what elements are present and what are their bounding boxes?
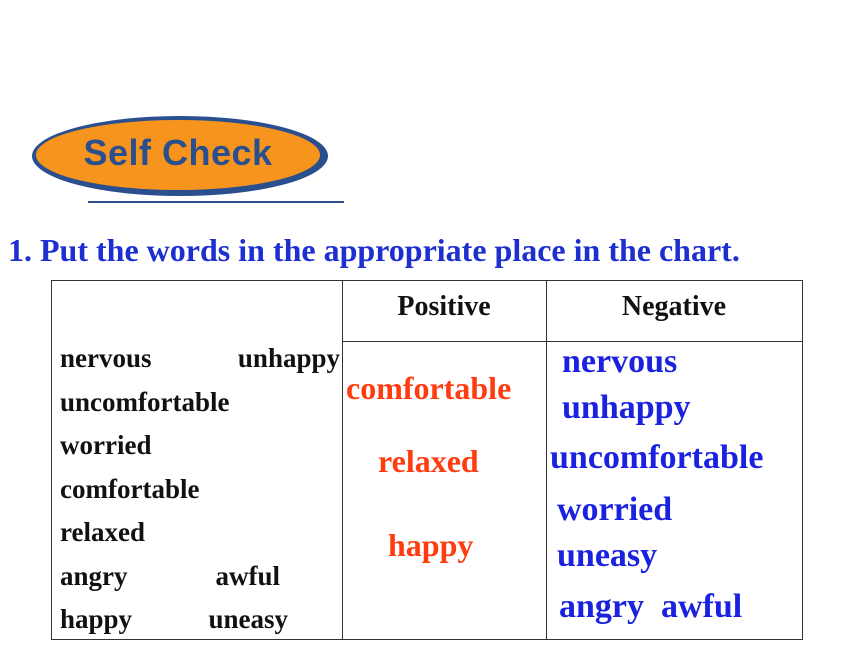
word-row bbox=[60, 424, 340, 468]
word-row bbox=[60, 598, 288, 642]
word-row bbox=[60, 511, 340, 555]
word-item: unhappy bbox=[237, 343, 340, 373]
negative-answer: uncomfortable bbox=[550, 439, 764, 476]
word-item: comfortable bbox=[60, 473, 200, 504]
word-item: happy bbox=[60, 604, 133, 634]
negative-answer: worried bbox=[557, 491, 673, 528]
negative-answer: unhappy bbox=[562, 389, 691, 426]
positive-answer: comfortable bbox=[346, 370, 512, 406]
instruction-text: 1. Put the words in the appropriate place in the chart. bbox=[8, 232, 740, 268]
word-item: worried bbox=[60, 430, 152, 460]
negative-answer: nervous bbox=[562, 343, 678, 380]
negative-answer: uneasy bbox=[557, 537, 658, 574]
word-item: uneasy bbox=[208, 604, 288, 634]
header-divider bbox=[342, 341, 802, 342]
self-check-badge bbox=[28, 110, 338, 202]
column-divider-1 bbox=[342, 281, 343, 639]
positive-header: Positive bbox=[397, 291, 491, 322]
word-row bbox=[60, 468, 340, 512]
positive-answer: relaxed bbox=[378, 443, 479, 479]
badge-label: Self Check bbox=[83, 132, 273, 173]
word-chart bbox=[51, 280, 803, 640]
negative-answer: angry awful bbox=[559, 588, 743, 625]
word-item: nervous bbox=[60, 343, 152, 373]
word-row bbox=[60, 381, 340, 425]
word-item: awful bbox=[215, 560, 280, 591]
negative-header: Negative bbox=[621, 291, 727, 322]
word-item: angry bbox=[60, 560, 128, 591]
word-item: relaxed bbox=[60, 517, 145, 547]
word-bank bbox=[60, 337, 340, 642]
word-row bbox=[60, 555, 280, 599]
word-row bbox=[60, 337, 340, 381]
positive-answer: happy bbox=[388, 527, 474, 563]
word-item: uncomfortable bbox=[60, 386, 230, 417]
column-divider-2 bbox=[546, 281, 547, 639]
